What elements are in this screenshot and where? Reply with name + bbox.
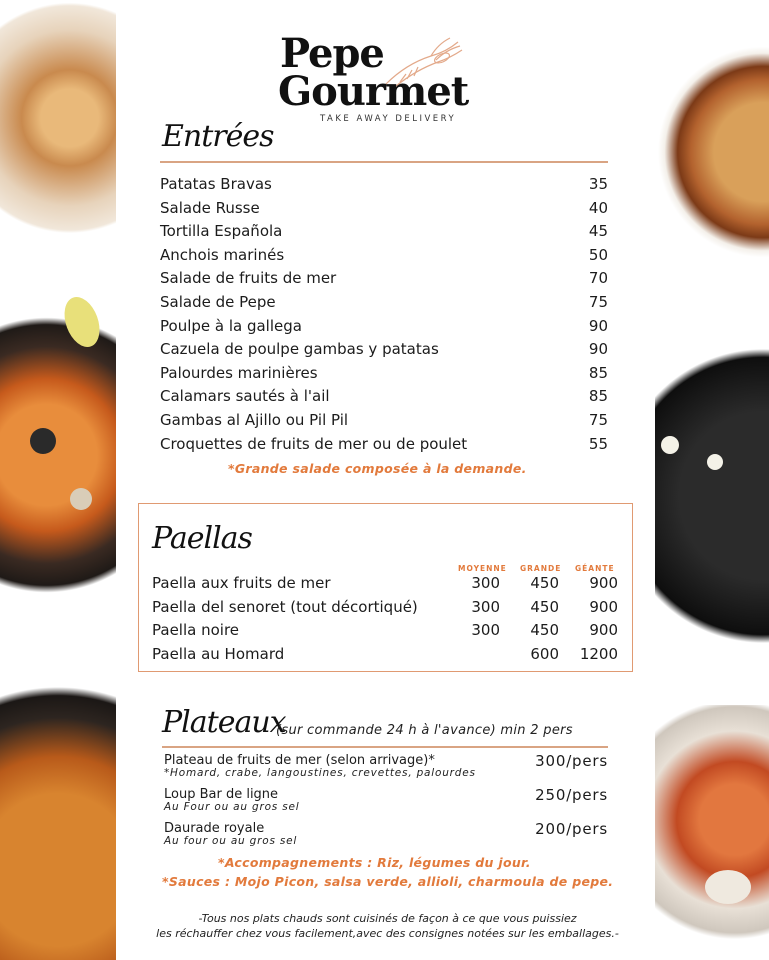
entree-item-price: 90 <box>588 340 608 359</box>
paella-item-price: 300 <box>471 621 500 640</box>
entree-item-price: 40 <box>588 198 608 217</box>
plateau-item-price: 250/pers <box>535 786 608 804</box>
entree-item-name: Anchois marinés <box>160 245 285 264</box>
paella-item-price: 450 <box>530 621 559 640</box>
paella-item-name: Paella au Homard <box>152 644 285 663</box>
paella-item-price: 450 <box>530 574 559 592</box>
entree-item-price: 85 <box>588 387 608 406</box>
paella-item-price: 900 <box>589 574 618 592</box>
paella-item-name: Paella aux fruits de mer <box>152 574 331 592</box>
entree-item-name: Palourdes marinières <box>160 363 318 382</box>
entrees-note: *Grande salade composée à la demande. <box>228 461 527 476</box>
entree-item-price: 55 <box>588 434 608 453</box>
plateau-item-detail: Au Four ou au gros sel <box>164 801 300 813</box>
footer-line-1: -Tous nos plats chauds sont cuisinés de façon à ce que vous puissiez <box>198 912 577 925</box>
entree-item-price: 75 <box>588 293 608 311</box>
paella-item-name: Paella del senoret (tout décortiqué) <box>152 597 418 616</box>
entree-item-price: 75 <box>588 411 608 429</box>
entree-item-name: Salade de Pepe <box>160 293 276 311</box>
entrees-divider <box>160 161 608 163</box>
entree-item-price: 90 <box>588 316 608 335</box>
food-photo-gambas-cazuela <box>655 28 769 276</box>
entree-item-name: Poulpe à la gallega <box>160 316 302 335</box>
sauces-note: *Sauces : Mojo Picon, salsa verde, allioli, charmoula de pepe. <box>162 874 614 889</box>
entree-item-price: 35 <box>588 175 608 193</box>
brand-tagline: TAKE AWAY DELIVERY <box>320 114 457 124</box>
food-photo-black-paella <box>655 316 769 676</box>
brand-name-line2: Gourmet <box>278 68 469 115</box>
brand-name-line1: Pepe <box>280 30 384 77</box>
paella-item-price: 1200 <box>579 644 618 663</box>
entree-item-name: Gambas al Ajillo ou Pil Pil <box>160 411 349 429</box>
plateaux-divider <box>162 746 608 748</box>
paella-item-price: 300 <box>471 597 500 616</box>
plateau-item-name: Plateau de fruits de mer (selon arrivage)* <box>164 753 435 768</box>
entree-item-name: Tortilla Española <box>160 222 283 241</box>
entree-item-price: 45 <box>588 222 608 241</box>
entree-item-name: Cazuela de poulpe gambas y patatas <box>160 340 439 359</box>
plateau-item-detail: Au four ou au gros sel <box>164 835 298 847</box>
plateau-item-name: Loup Bar de ligne <box>164 787 279 802</box>
entree-item-price: 70 <box>588 269 608 288</box>
paella-item-price: 900 <box>589 597 618 616</box>
food-photo-chicken <box>0 0 116 262</box>
entree-item-name: Salade de fruits de mer <box>160 269 337 288</box>
entree-item-name: Croquettes de fruits de mer ou de poulet <box>160 434 468 453</box>
entree-item-name: Salade Russe <box>160 198 260 217</box>
paella-col-geante: GÉANTE <box>575 564 615 573</box>
entree-item-price: 85 <box>588 363 608 382</box>
footer-line-2: les réchauffer chez vous facilement,avec des consignes notées sur les emballages.- <box>156 927 619 940</box>
entree-item-name: Calamars sautés à l'ail <box>160 387 330 406</box>
paella-item-price: 300 <box>471 574 500 592</box>
plateaux-subtitle: (sur commande 24 h à l'avance) min 2 pers <box>276 723 573 738</box>
paellas-heading: Paellas <box>152 521 252 556</box>
paella-item-price: 600 <box>530 644 559 663</box>
food-photo-seafood-platter <box>655 705 769 960</box>
brand-logo <box>278 30 498 130</box>
paella-item-name: Paella noire <box>152 621 240 640</box>
paella-item-price: 900 <box>589 621 618 640</box>
entree-item-name: Patatas Bravas <box>160 175 272 193</box>
entree-item-price: 50 <box>588 245 608 264</box>
plateau-item-name: Daurade royale <box>164 821 265 836</box>
paella-col-moyenne: MOYENNE <box>458 564 507 573</box>
entrees-heading: Entrées <box>162 119 274 154</box>
paella-item-price: 450 <box>530 597 559 616</box>
plateau-item-detail: *Homard, crabe, langoustines, crevettes, palourdes <box>164 767 476 779</box>
plateau-item-price: 300/pers <box>535 752 608 770</box>
paella-col-grande: GRANDE <box>520 564 562 573</box>
plateau-item-price: 200/pers <box>535 820 608 838</box>
plateaux-heading: Plateaux <box>162 705 286 740</box>
food-photo-seafood-paella <box>0 288 116 622</box>
accompaniments-note: *Accompagnements : Riz, légumes du jour. <box>218 855 531 870</box>
food-photo-lobster-rice <box>0 660 116 960</box>
